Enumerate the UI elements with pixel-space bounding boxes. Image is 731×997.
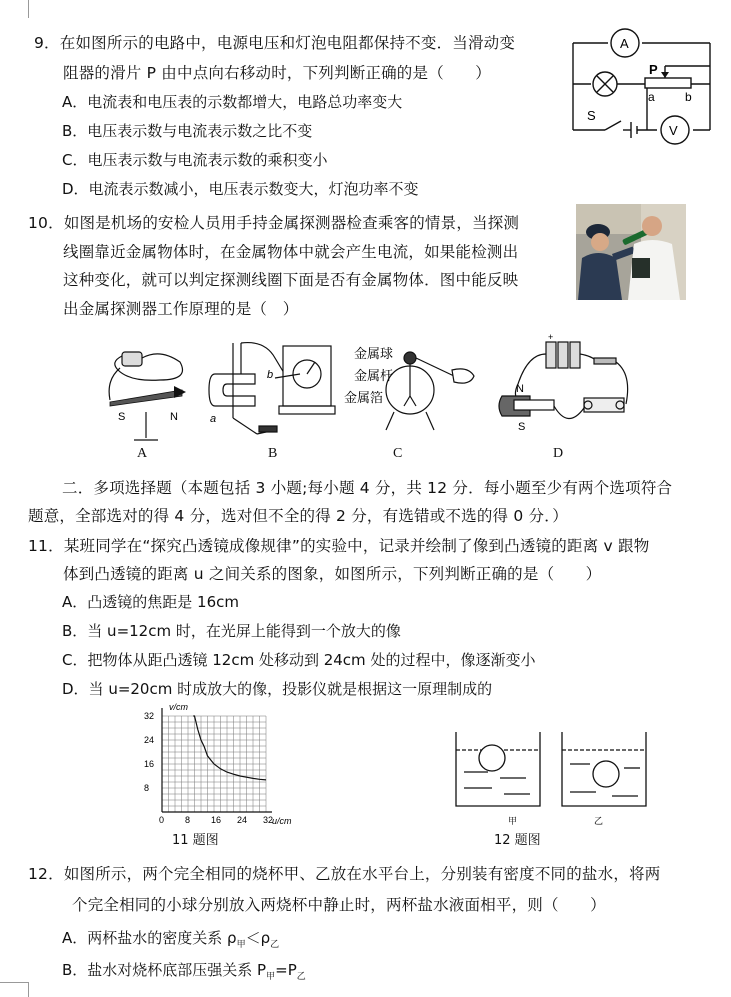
q11-stem-line1: 11．某班同学在“探究凸透镜成像规律”的实验中，记录并绘制了像到凸透镜的距离 v 跟物 [28, 537, 650, 555]
q10-figure-b [205, 338, 340, 438]
q10-figure-d [488, 334, 638, 444]
q11-xtick-label: 24 [237, 815, 248, 825]
crop-mark-bottom-left-v [28, 982, 29, 997]
q11-ylabel: v/cm [169, 702, 188, 712]
q9-end-b-label: b [685, 90, 692, 104]
q12-option-a-sub2: 乙 [270, 940, 280, 950]
q10-figb-b: b [267, 369, 274, 381]
q9-option-a: A．电流表和电压表的示数都增大，电路总功率变大 [62, 93, 403, 111]
q10-figure-b-label: B [268, 446, 278, 461]
section2-heading-line2: 题意，全部选对的得 4 分，选对但不全的得 2 分，有选错或不选的得 0 分．） [28, 507, 568, 525]
q10-figd-s: S [518, 421, 526, 433]
section2-heading-line1: 二．多项选择题（本题包括 3 小题;每小题 4 分，共 12 分．每小题至少有两个选项符合 [62, 479, 673, 497]
q12-stem-line1: 12．如图所示，两个完全相同的烧杯甲、乙放在水平台上，分别装有密度不同的盐水，将两 [28, 865, 661, 883]
q11-option-d: D．当 u=20cm 时成放大的像，投影仪就是根据这一原理制成的 [62, 680, 493, 698]
q10-figure-c-label: C [393, 446, 403, 461]
crop-mark-bottom-left [0, 982, 28, 983]
q9-switch-label: S [587, 108, 596, 123]
q12-beakers-figure [440, 728, 660, 828]
q10-stem-line3: 这种变化，就可以判定探测线圈下面是否有金属物体．图中能反映 [63, 271, 519, 289]
q11-ytick-label: 32 [144, 711, 155, 721]
q10-figd-n: N [516, 383, 524, 395]
q10-figure-a [100, 340, 195, 460]
q9-voltmeter-label: V [669, 123, 678, 138]
q10-figc-rod: 金属杆 [354, 368, 394, 383]
q9-slider-label: P [649, 62, 658, 77]
q9-end-a-label: a [648, 90, 655, 104]
q12-option-a-text: A．两杯盐水的密度关系 ρ [62, 929, 237, 947]
q12-option-b-text: B．盐水对烧杯底部压强关系 P [62, 961, 267, 979]
q11-ytick-label: 24 [144, 735, 155, 745]
q11-xlabel: u/cm [272, 816, 292, 826]
q11-ytick-label: 16 [144, 759, 155, 769]
q10-stem-line2: 线圈靠近金属物体时，在金属物体中就会产生电流，如果能检测出 [63, 243, 519, 261]
q11-xtick-label: 0 [159, 815, 165, 825]
q12-option-a-sub1: 甲 [236, 940, 246, 950]
q11-axes [162, 708, 272, 812]
q10-security-check-photo [576, 204, 686, 300]
q10-figb-a: a [210, 413, 217, 425]
q10-figc-ball: 金属球 [354, 346, 394, 361]
q10-figd-plus: + [548, 334, 554, 342]
q12-beaker-right-label: 乙 [594, 816, 604, 826]
q12-option-a-mid: ＜ρ [245, 929, 271, 947]
q11-stem-line2: 体到凸透镜的距离 u 之间关系的图象，如图所示，下列判断正确的是（ ） [63, 565, 602, 583]
q9-option-d: D．电流表示数减小，电压表示数变大，灯泡功率不变 [62, 180, 419, 198]
q9-circuit-diagram [565, 28, 715, 146]
q12-option-a [62, 927, 279, 950]
crop-mark-top-left [28, 0, 29, 18]
q10-figc-foil: 金属箔 [344, 390, 384, 405]
q10-figure-a-label: A [137, 446, 148, 461]
q11-xtick-label: 8 [185, 815, 191, 825]
q11-xtick-label: 16 [211, 815, 222, 825]
q11-option-c: C．把物体从距凸透镜 12cm 处移动到 24cm 处的过程中，像逐渐变小 [62, 651, 536, 669]
q12-option-b-sub2: 乙 [296, 972, 306, 982]
q11-curve [193, 716, 266, 780]
q9-ammeter-label: A [620, 36, 629, 51]
q12-option-b-sub1: 甲 [266, 972, 276, 982]
q10-figa-n: N [170, 411, 178, 423]
q11-caption: 11 题图 [172, 833, 219, 848]
q10-figa-s: S [118, 411, 126, 423]
q12-option-b-mid: =P [275, 961, 297, 979]
q11-option-b: B．当 u=12cm 时，在光屏上能得到一个放大的像 [62, 622, 401, 640]
q9-stem-line2: 阻器的滑片 P 由中点向右移动时，下列判断正确的是（ ） [63, 64, 492, 82]
q10-figure-c [342, 340, 487, 440]
q12-option-b [62, 959, 306, 982]
q10-stem-line1: 10．如图是机场的安检人员用手持金属探测器检查乘客的情景，当探测 [28, 214, 520, 232]
q11-chart [140, 700, 300, 828]
q9-stem-line1: 9．在如图所示的电路中，电源电压和灯泡电阻都保持不变．当滑动变 [34, 34, 516, 52]
q12-stem-line2: 个完全相同的小球分别放入两烧杯中静止时，两杯盐水液面相平，则（ ） [72, 896, 606, 914]
q9-option-b: B．电压表示数与电流表示数之比不变 [62, 122, 313, 140]
q11-xtick-label: 32 [263, 815, 274, 825]
q10-figure-d-label: D [553, 446, 564, 461]
q11-option-a: A．凸透镜的焦距是 16cm [62, 593, 239, 611]
q10-stem-line4: 出金属探测器工作原理的是（ ） [63, 300, 299, 318]
q12-beaker-left-label: 甲 [508, 816, 518, 826]
q9-option-c: C．电压表示数与电流表示数的乘积变小 [62, 151, 328, 169]
q11-ytick-label: 8 [144, 783, 150, 793]
q12-caption: 12 题图 [494, 833, 541, 848]
